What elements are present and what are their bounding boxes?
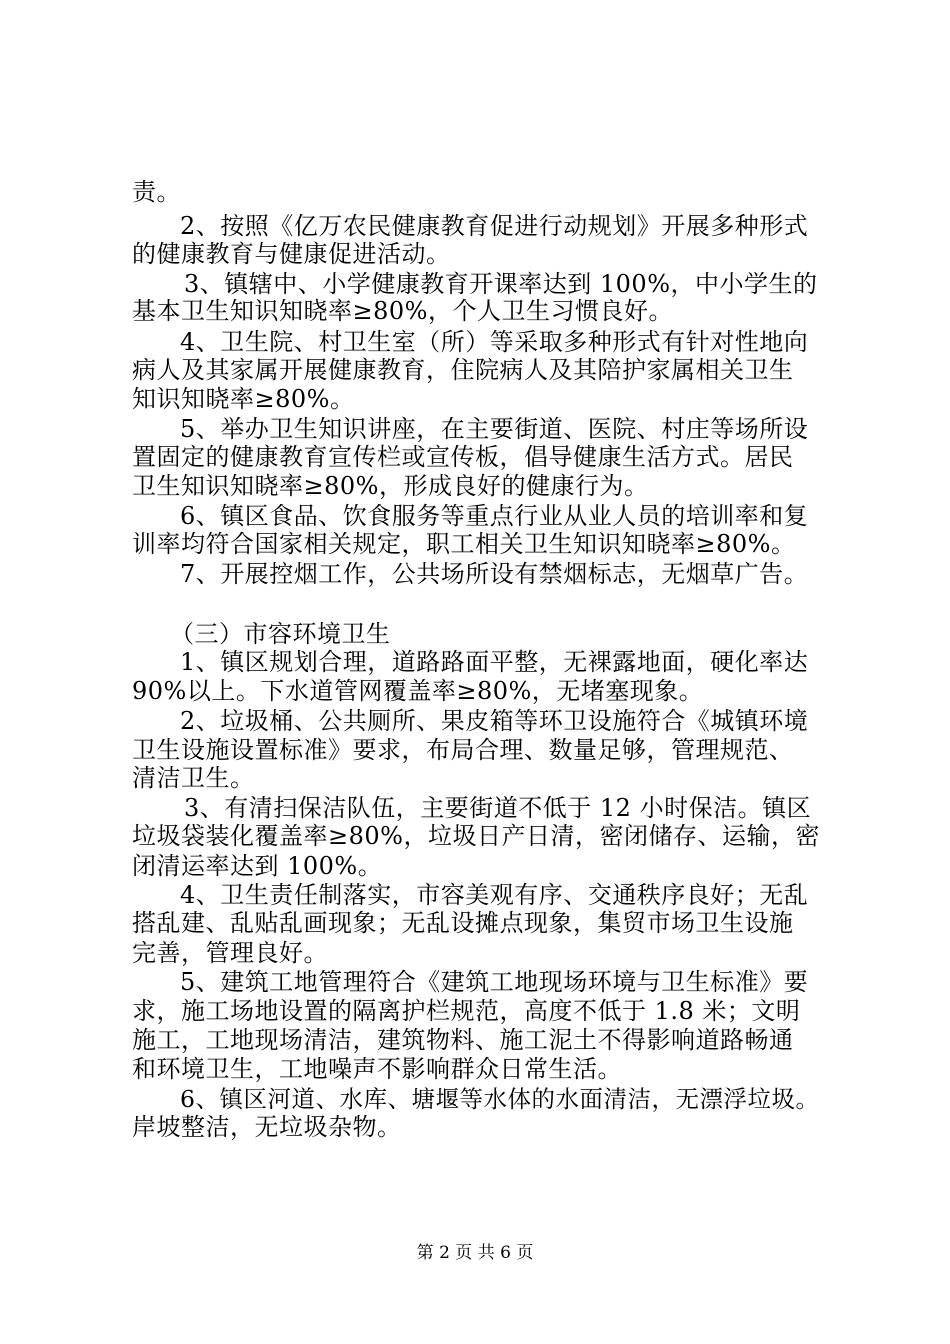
text-line: 2、按照《亿万农民健康教育促进行动规划》开展多种形式	[180, 212, 809, 240]
text-line: 垃圾袋装化覆盖率≥80%，垃圾日产日清，密闭储存、运输，密	[132, 822, 820, 850]
text-line: 责。	[132, 178, 181, 206]
text-line: 4、卫生责任制落实，市容美观有序、交通秩序良好；无乱	[180, 881, 809, 909]
text-line: 求，施工场地设置的隔离护栏规范，高度不低于 1.8 米；文明	[132, 997, 801, 1025]
text-line: 基本卫生知识知晓率≥80%，个人卫生习惯良好。	[132, 297, 673, 325]
text-line: 岸坡整洁，无垃圾杂物。	[132, 1113, 402, 1141]
text-line: 2、垃圾桶、公共厕所、果皮箱等环卫设施符合《城镇环境	[180, 707, 809, 735]
text-line: 训率均符合国家相关规定，职工相关卫生知识知晓率≥80%。	[132, 530, 796, 558]
text-line: 完善，管理良好。	[132, 939, 328, 967]
text-line: 搭乱建、乱贴乱画现象；无乱设摊点现象，集贸市场卫生设施	[132, 909, 794, 937]
section-heading: （三）市容环境卫生	[170, 620, 391, 648]
text-line: 4、卫生院、村卫生室（所）等采取多种形式有针对性地向	[180, 328, 809, 356]
text-line: 5、建筑工地管理符合《建筑工地现场环境与卫生标准》要	[180, 968, 809, 996]
text-line: 清洁卫生。	[132, 764, 255, 792]
text-line: 6、镇区河道、水库、塘堰等水体的水面清洁，无漂浮垃圾。	[180, 1085, 820, 1113]
page-footer: 第 2 页 共 6 页	[416, 1243, 534, 1263]
text-line: 闭清运率达到 100%。	[132, 852, 383, 880]
text-line: 的健康教育与健康促进活动。	[132, 240, 451, 268]
text-line: 90%以上。下水道管网覆盖率≥80%，无堵塞现象。	[132, 677, 704, 705]
text-line: 1、镇区规划合理，道路路面平整，无裸露地面，硬化率达	[180, 648, 809, 676]
text-line: 卫生知识知晓率≥80%，形成良好的健康行为。	[132, 472, 649, 500]
text-line: 3、有清扫保洁队伍，主要街道不低于 12 小时保洁。镇区	[184, 794, 812, 822]
text-line: 7、开展控烟工作，公共场所设有禁烟标志，无烟草广告。	[180, 560, 809, 588]
text-line: 和环境卫生，工地噪声不影响群众日常生活。	[132, 1055, 622, 1083]
text-line: 卫生设施设置标准》要求，布局合理、数量足够，管理规范、	[132, 736, 794, 764]
text-line: 病人及其家属开展健康教育，住院病人及其陪护家属相关卫生	[132, 356, 794, 384]
text-line: 施工，工地现场清洁，建筑物料、施工泥土不得影响道路畅通	[132, 1026, 794, 1054]
text-line: 6、镇区食品、饮食服务等重点行业从业人员的培训率和复	[180, 502, 809, 530]
text-line: 知识知晓率≥80%。	[132, 385, 355, 413]
text-line: 置固定的健康教育宣传栏或宣传板，倡导健康生活方式。居民	[132, 443, 794, 471]
text-line: 5、举办卫生知识讲座，在主要街道、医院、村庄等场所设	[180, 415, 809, 443]
text-line: 3、镇辖中、小学健康教育开课率达到 100%，中小学生的	[184, 270, 818, 298]
